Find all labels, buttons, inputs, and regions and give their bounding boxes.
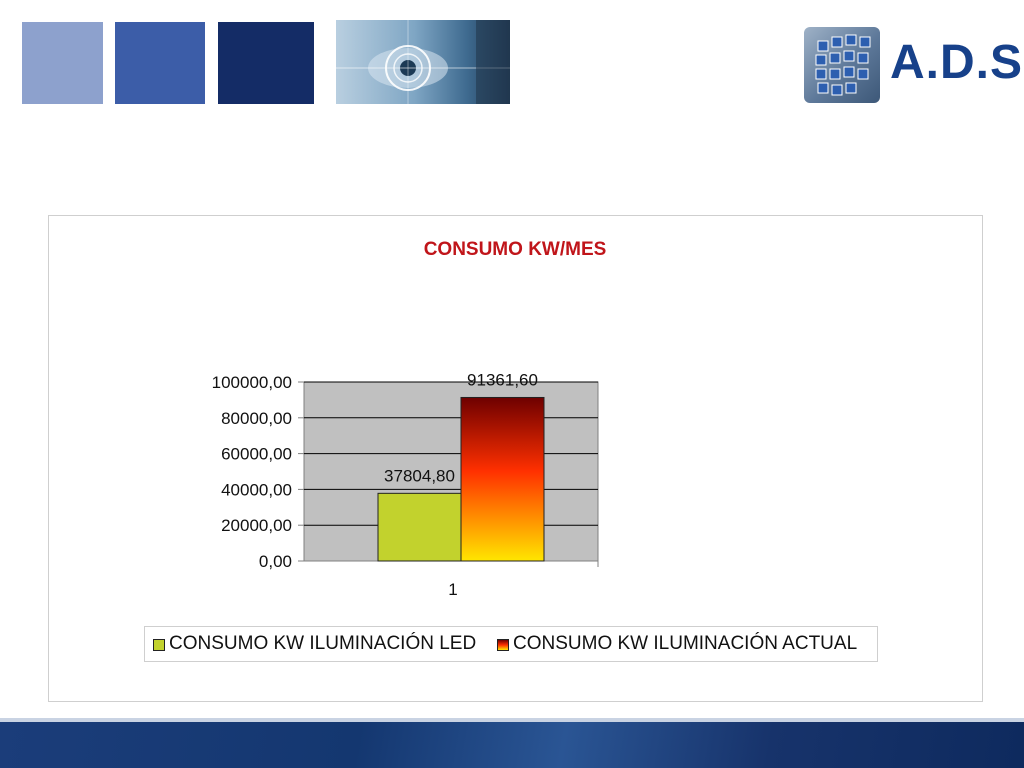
data-label-series-0: 37804,80 [384,466,455,486]
bar-series-1 [461,397,544,561]
legend-swatch-actual [497,639,509,651]
header-square-medium [115,22,205,104]
ads-logo [804,27,1024,103]
y-tick-label: 20000,00 [221,516,292,536]
y-tick-label: 100000,00 [211,373,292,392]
y-tick-label: 40000,00 [221,480,292,500]
logo-mark-icon [804,27,880,103]
data-label-series-1: 91361,60 [467,370,538,390]
footer-band [0,722,1024,768]
logo-text: A.D.S [890,36,1024,89]
chart-legend [144,626,878,662]
header-square-light [22,22,103,104]
eye-scan-image [336,20,510,104]
chart-title: CONSUMO KW/MES [423,239,607,260]
header-square-dark [218,22,314,104]
y-tick-label: 60000,00 [221,444,292,464]
legend-label-led: CONSUMO KW ILUMINACIÓN LED [169,633,477,654]
x-category-label: 1 [448,580,458,599]
bar-series-0 [378,493,461,561]
eye-scan-graphic [336,20,510,104]
legend-label-actual: CONSUMO KW ILUMINACIÓN ACTUAL [513,633,858,654]
legend-swatch-led [153,639,165,651]
y-tick-label: 0,00 [258,552,292,571]
y-tick-label: 80000,00 [221,408,292,428]
